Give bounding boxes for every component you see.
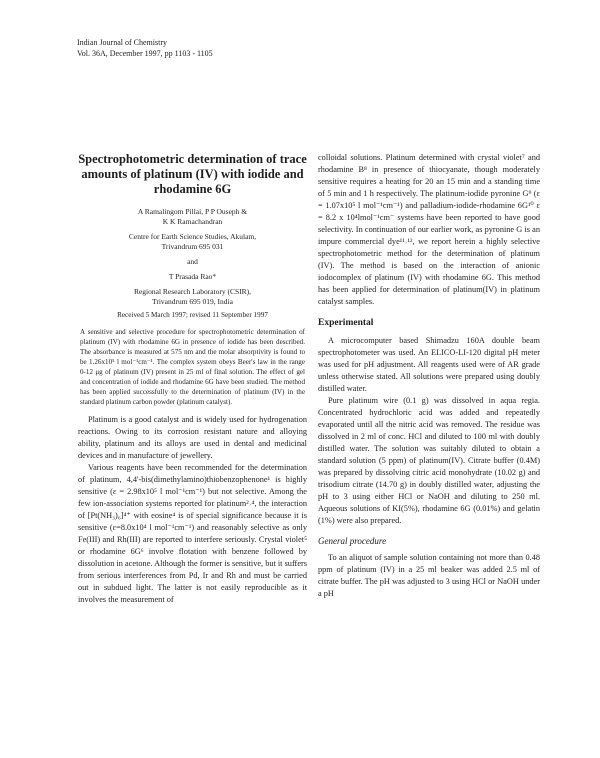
and-separator: and [187, 257, 198, 266]
authors-line-1: A Ramalingom Pillai, P P Ouseph & [137, 207, 248, 216]
journal-citation: Vol. 36A, December 1997, pp 1103 - 1105 [77, 49, 213, 58]
experimental-paragraph-2: Pure platinum wire (0.1 g) was dissolved in aqua regia. Concentrated hydrochloric acid was added and repeatedly evaporated until all the nitric acid was removed. The residue was dissolved in 2 ml of conc. HCl and diluted to 100 ml with doubly distilled water. The solution was suitably diluted to obtain a standard solution (5 ppm) of platinum(IV). Citrate buffer (0.4M) was prepared by dissolving citric acid monohydrate (10.02 g) and trisodium citrate (14.70 g) in doubly distilled water, adjusting the pH to 3 using either HCl or NaOH and diluting to 250 ml. Aqueous solutions of KI(5%), rhodamine 6G (0.01%) and gelatin (1%) were also prepared. [318, 396, 540, 525]
affiliation-1-line-1: Centre for Earth Science Studies, Akulam, [128, 232, 257, 241]
author-block [78, 207, 307, 307]
left-column [78, 152, 307, 606]
procedure-paragraph: To an aliquot of sample solution containing not more than 0.48 ppm of platinum (IV) in a 25 ml beaker was added 2.5 ml of citrate buffer. The pH was adjusted to 3 using HCl or NaOH under a pH [318, 553, 540, 598]
abstract: A sensitive and selective procedure for spectrophotometric determination of platinum (IV) with rhodamine 6G in presence of iodide has been described. The absorbance is measured at 575 nm and the molar absorptivity is found to be 1.26x10⁵ l mol⁻¹cm⁻¹. The complex system obeys Beer's law in the range 0-12 μg of platinum (IV) present in 25 ml of final solution. The effect of gel and concentration of iodide and rhodamine 6G have been studied. The method has been applied successfully to the determination of platinum (IV) in the standard platinum carbon powder (platinum catalyst). [80, 328, 305, 406]
experimental-paragraph-1: A microcomputer based Shimadzu 160A double beam spectrophotometer was used. An ELICO-LI-120 digital pH meter was used for pH adjustment. All reagents used were of AR grade unless otherwise stated. All solutions were prepared using doubly distilled water. [318, 336, 540, 393]
affiliation-2-line-1: Regional Research Laboratory (CSIR), [133, 287, 252, 296]
general-procedure-heading: General procedure [318, 536, 387, 546]
journal-name: Indian Journal of Chemistry [77, 38, 167, 47]
affiliation-1-line-2: Trivandrum 695 031 [161, 242, 224, 251]
intro-paragraph-3: colloidal solutions. Platinum determined with crystal violet⁷ and rhodamine B⁸ in presence of thiocyanate, though moderately sensitive requires a heating for 20 an 15 min and a standing time of 5 min and 1 h respectively. The platinum-iodide pyronine G⁹ (ε = 1.07x10⁵ l mol⁻¹cm⁻¹) and palladium-iodide-rhodamine 6G¹⁰ ε = 8.2 x 10⁴lmol⁻¹cm⁻ systems have been reported to have good selectivity. In continuation of our earlier work, as pyronine G is an impure commercial dye¹¹˒¹², we report herein a highly selective spectrophotometric method for the determination of platinum (IV). The method is based on the interaction of anionic iodocomplex of platinum (IV) with rhodamine 6G. This method has been applied for determination of platinum(IV) in platinum catalyst samples. [318, 153, 540, 306]
article-title: Spectrophotometric determination of trace amounts of platinum (IV) with iodide and rhodamine 6G [78, 152, 307, 196]
intro-paragraph-1: Platinum is a good catalyst and is widely used for hydrogenation reactions. Owing to its corrosion resistant nature and alloying ability, platinum and its alloys are used in dental and medicinal devices and in manufacture of jewellery. [78, 415, 307, 460]
authors-line-2: K K Ramachandran [162, 217, 223, 226]
received-dates: Received 5 March 1997; revised 11 September 1997 [117, 311, 268, 319]
right-column [318, 152, 540, 600]
affiliation-2-line-2: Trivandrum 695 019, India [152, 297, 233, 306]
author-2: T Prasada Rao* [168, 272, 217, 281]
experimental-heading: Experimental [318, 318, 374, 328]
journal-header [77, 37, 213, 59]
intro-paragraph-2: Various reagents have been recommended for the determination of platinum, 4,4'-bis(dimethylamino)thiobenzophenone¹ is highly sensitive (ε = 2.98x10⁵ l mol⁻¹cm⁻¹) but not selective. Among the few ion-association systems reported for platinum²˒⁴, the interaction of [Pt(NH₃)₆]⁴⁺ with eosine⁴ is of special significance because it is sensitive (ε=8.0x10⁴ l mol⁻¹cm⁻¹) and reasonably selective as only Fe(III) and Rh(III) are reported to interfere seriously. Crystal violet⁵ or rhodamine 6G⁶ involve flotation with benzene followed by dissolution in acetone. Although the former is sensitive, but it suffers from serious interferences from Pd, Ir and Rh and must be carried out in subdued light. The latter is not easily reproducible as it involves the measurement of [78, 463, 307, 604]
